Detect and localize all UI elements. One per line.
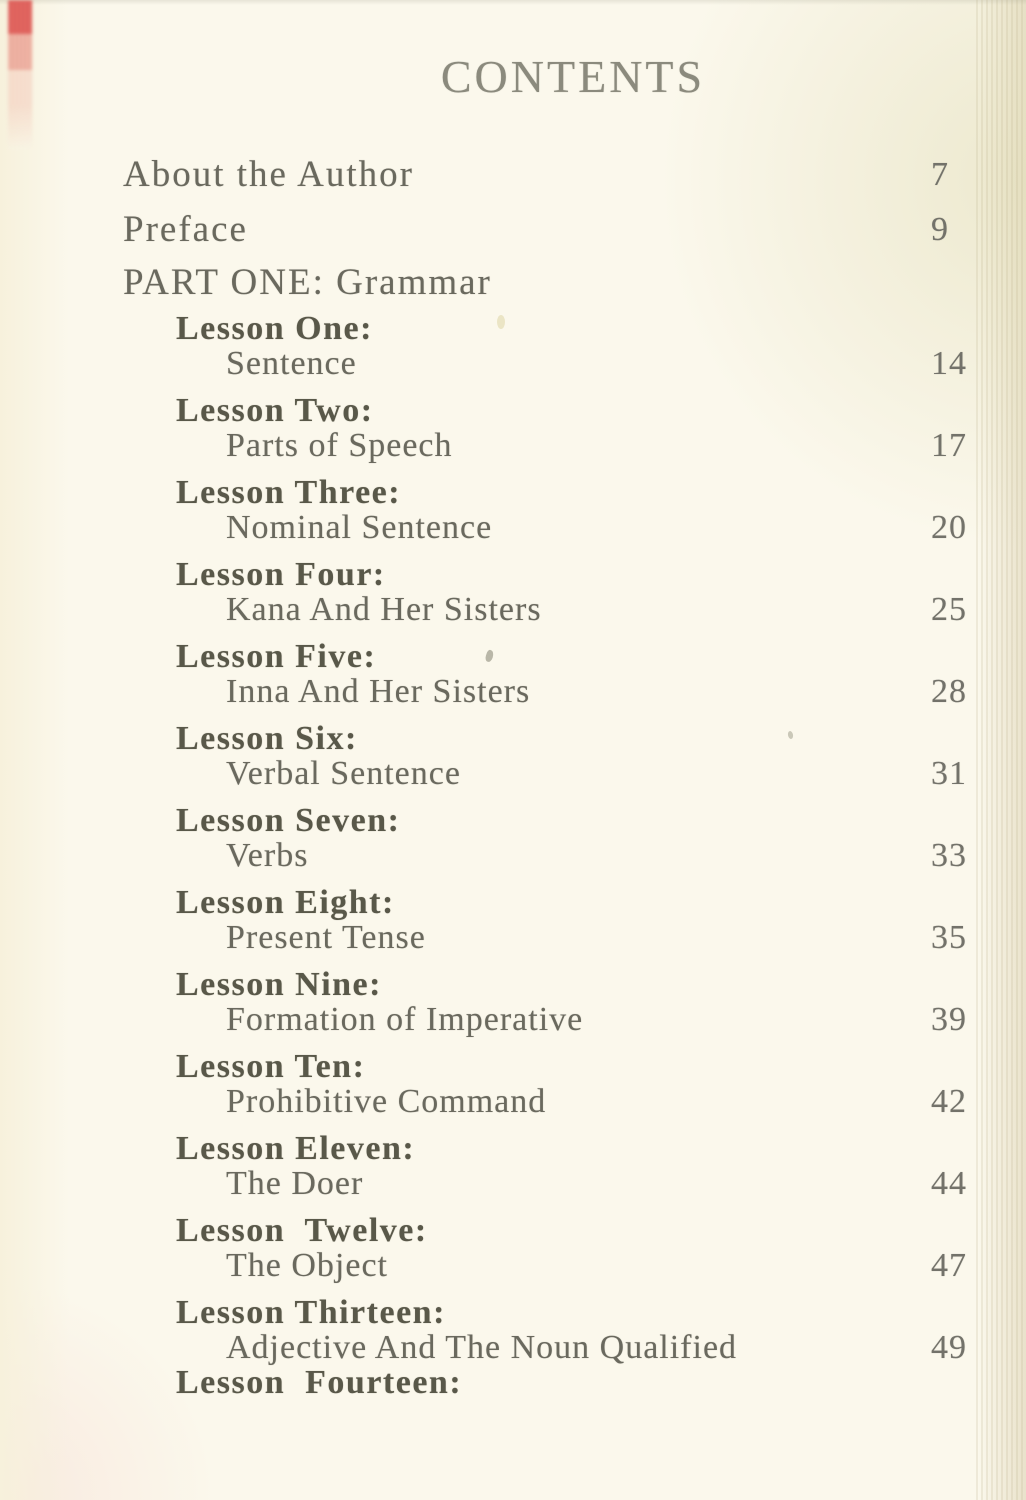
toc-entry-preface [123,209,949,250]
toc-lesson-entry [123,638,967,710]
toc-lesson-entry [123,556,967,628]
toc-lesson-entry [123,802,967,874]
lesson-heading: Lesson Seven: [176,802,401,839]
toc-entry-about-author [123,154,949,195]
page-number: 25 [931,591,967,628]
part-heading [123,263,931,303]
lesson-subtitle: Kana And Her Sisters [226,591,542,628]
toc-lesson-entry [123,884,967,956]
toc-lesson-entry [123,1365,931,1400]
lesson-heading: Lesson One: [176,310,373,347]
lesson-heading: Lesson Twelve: [176,1212,428,1249]
page-number: 9 [931,211,949,248]
lesson-heading: Lesson Two: [176,392,374,429]
lesson-heading: Lesson Eleven: [176,1130,416,1167]
lesson-heading: Lesson Four: [176,556,386,593]
lesson-subtitle: Parts of Speech [226,427,453,464]
page-title: CONTENTS [440,51,706,102]
page-number: 47 [931,1247,967,1284]
lesson-subtitle: Adjective And The Noun Qualified [226,1329,738,1366]
lesson-subtitle: Nominal Sentence [226,509,493,546]
lesson-subtitle: Prohibitive Command [226,1083,547,1120]
page-number: 20 [931,509,967,546]
page-number: 39 [931,1001,967,1038]
toc-lesson-entry [123,1212,967,1284]
lesson-heading: Lesson Five: [176,638,377,675]
toc-lesson-entry [123,1130,967,1202]
toc-lesson-entry [123,474,967,546]
page-number: 49 [931,1329,967,1366]
page-number: 44 [931,1165,967,1202]
entry-label: Preface [123,209,248,250]
lesson-heading: Lesson Nine: [176,966,382,1003]
toc-lesson-entry [123,966,967,1038]
page-number: 28 [931,673,967,710]
page-number: 17 [931,427,967,464]
page-number: 35 [931,919,967,956]
lesson-subtitle: The Object [226,1247,388,1284]
entry-label: About the Author [123,154,414,195]
lesson-subtitle: Formation of Imperative [226,1001,584,1038]
entry-label: PART ONE: Grammar [123,262,492,303]
toc-lesson-entry [123,1048,967,1120]
page-number: 33 [931,837,967,874]
lesson-subtitle: The Doer [226,1165,364,1202]
lesson-heading: Lesson Six: [176,720,358,757]
lesson-heading: Lesson Fourteen: [176,1364,463,1401]
lesson-subtitle: Inna And Her Sisters [226,673,531,710]
lesson-subtitle: Verbal Sentence [226,755,461,792]
toc-lesson-entry [123,392,967,464]
page-number: 7 [931,156,949,193]
lesson-subtitle: Verbs [226,837,309,874]
toc-lesson-entry [123,310,967,382]
lesson-heading: Lesson Eight: [176,884,395,921]
toc-lesson-entry [123,720,967,792]
lesson-heading: Lesson Thirteen: [176,1294,446,1331]
lesson-heading: Lesson Ten: [176,1048,366,1085]
page-number: 14 [931,345,967,382]
lesson-heading: Lesson Three: [176,474,402,511]
lesson-subtitle: Sentence [226,345,357,382]
toc-lesson-entry [123,1294,967,1366]
page-number: 42 [931,1083,967,1120]
page-number: 31 [931,755,967,792]
lesson-subtitle: Present Tense [226,919,426,956]
